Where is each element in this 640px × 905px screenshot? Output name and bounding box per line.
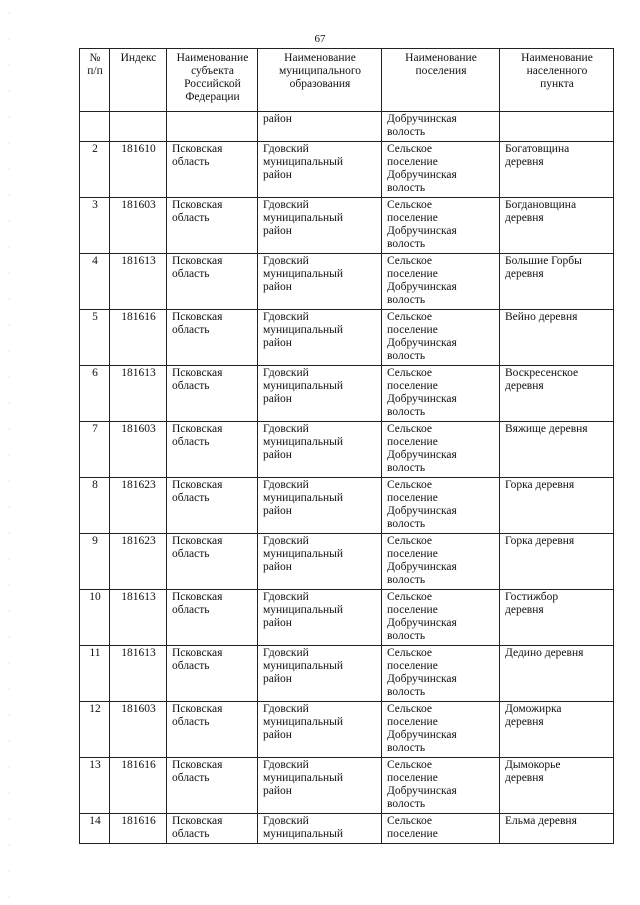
cell-municipal: Гдовский муниципальный район bbox=[258, 310, 382, 366]
cell-number: 6 bbox=[80, 366, 110, 422]
cell-number: 12 bbox=[80, 702, 110, 758]
cell-settlement: Сельское поселение Добручинская волость bbox=[382, 590, 500, 646]
cell-index: 181613 bbox=[110, 366, 167, 422]
cell-subject: Псковская область bbox=[167, 702, 258, 758]
header-subject: Наименование субъекта Российской Федерации bbox=[167, 49, 258, 112]
cell-municipal: Гдовский муниципальный район bbox=[258, 702, 382, 758]
cell-settlement: Сельское поселение Добручинская волость bbox=[382, 142, 500, 198]
cell-index: 181623 bbox=[110, 534, 167, 590]
table-header-row bbox=[80, 49, 614, 112]
table-row bbox=[80, 142, 614, 198]
cell-index: 181623 bbox=[110, 478, 167, 534]
cell-settlement: Добручинская волость bbox=[382, 112, 500, 142]
cell-index: 181613 bbox=[110, 254, 167, 310]
cell-settlement: Сельское поселение Добручинская волость bbox=[382, 478, 500, 534]
cell-locality bbox=[500, 112, 614, 142]
cell-locality: Большие Горбы деревня bbox=[500, 254, 614, 310]
cell-number: 3 bbox=[80, 198, 110, 254]
cell-municipal: Гдовский муниципальный район bbox=[258, 534, 382, 590]
table-row bbox=[80, 366, 614, 422]
cell-subject: Псковская область bbox=[167, 646, 258, 702]
cell-number: 5 bbox=[80, 310, 110, 366]
cell-number: 2 bbox=[80, 142, 110, 198]
cell-index: 181616 bbox=[110, 814, 167, 844]
cell-locality: Дедино деревня bbox=[500, 646, 614, 702]
cell-number: 4 bbox=[80, 254, 110, 310]
cell-settlement: Сельское поселение Добручинская волость bbox=[382, 310, 500, 366]
cell-municipal: Гдовский муниципальный район bbox=[258, 366, 382, 422]
cell-subject: Псковская область bbox=[167, 142, 258, 198]
cell-municipal: Гдовский муниципальный район bbox=[258, 590, 382, 646]
cell-municipal: Гдовский муниципальный район bbox=[258, 422, 382, 478]
cell-subject: Псковская область bbox=[167, 478, 258, 534]
table-row bbox=[80, 198, 614, 254]
table-row bbox=[80, 758, 614, 814]
cell-subject: Псковская область bbox=[167, 758, 258, 814]
header-number: № п/п bbox=[80, 49, 110, 112]
table-row bbox=[80, 422, 614, 478]
cell-settlement: Сельское поселение Добручинская волость bbox=[382, 366, 500, 422]
table-row bbox=[80, 814, 614, 844]
cell-index: 181613 bbox=[110, 646, 167, 702]
cell-index: 181603 bbox=[110, 422, 167, 478]
cell-index: 181613 bbox=[110, 590, 167, 646]
cell-subject bbox=[167, 112, 258, 142]
table-row bbox=[80, 310, 614, 366]
header-settlement: Наименование поселения bbox=[382, 49, 500, 112]
table-row bbox=[80, 534, 614, 590]
cell-municipal: Гдовский муниципальный район bbox=[258, 646, 382, 702]
cell-locality: Горка деревня bbox=[500, 534, 614, 590]
cell-locality: Вейно деревня bbox=[500, 310, 614, 366]
cell-number: 7 bbox=[80, 422, 110, 478]
cell-subject: Псковская область bbox=[167, 310, 258, 366]
cell-subject: Псковская область bbox=[167, 366, 258, 422]
cell-number: 9 bbox=[80, 534, 110, 590]
cell-settlement: Сельское поселение Добручинская волость bbox=[382, 758, 500, 814]
cell-number: 8 bbox=[80, 478, 110, 534]
cell-index: 181616 bbox=[110, 758, 167, 814]
cell-settlement: Сельское поселение Добручинская волость bbox=[382, 646, 500, 702]
cell-settlement: Сельское поселение bbox=[382, 814, 500, 844]
cell-number: 14 bbox=[80, 814, 110, 844]
cell-municipal: район bbox=[258, 112, 382, 142]
table-row bbox=[80, 590, 614, 646]
cell-municipal: Гдовский муниципальный район bbox=[258, 198, 382, 254]
cell-number: 10 bbox=[80, 590, 110, 646]
table-row bbox=[80, 254, 614, 310]
cell-locality: Богдановщина деревня bbox=[500, 198, 614, 254]
cell-subject: Псковская область bbox=[167, 534, 258, 590]
settlements-table bbox=[79, 48, 614, 844]
cell-index bbox=[110, 112, 167, 142]
cell-settlement: Сельское поселение Добручинская волость bbox=[382, 534, 500, 590]
cell-subject: Псковская область bbox=[167, 422, 258, 478]
cell-locality: Доможирка деревня bbox=[500, 702, 614, 758]
cell-municipal: Гдовский муниципальный район bbox=[258, 254, 382, 310]
cell-number bbox=[80, 112, 110, 142]
cell-subject: Псковская область bbox=[167, 254, 258, 310]
cell-settlement: Сельское поселение Добручинская волость bbox=[382, 702, 500, 758]
cell-locality: Воскресенское деревня bbox=[500, 366, 614, 422]
cell-index: 181610 bbox=[110, 142, 167, 198]
cell-subject: Псковская область bbox=[167, 590, 258, 646]
page-number: 67 bbox=[314, 33, 326, 45]
table-row bbox=[80, 646, 614, 702]
cell-locality: Ельма деревня bbox=[500, 814, 614, 844]
header-locality: Наименование населенного пункта bbox=[500, 49, 614, 112]
cell-municipal: Гдовский муниципальный район bbox=[258, 142, 382, 198]
scan-margin-dots bbox=[8, 0, 10, 905]
cell-settlement: Сельское поселение Добручинская волость bbox=[382, 198, 500, 254]
cell-number: 13 bbox=[80, 758, 110, 814]
cell-subject: Псковская область bbox=[167, 198, 258, 254]
cell-index: 181603 bbox=[110, 702, 167, 758]
cell-settlement: Сельское поселение Добручинская волость bbox=[382, 422, 500, 478]
table-row bbox=[80, 478, 614, 534]
cell-locality: Горка деревня bbox=[500, 478, 614, 534]
cell-index: 181616 bbox=[110, 310, 167, 366]
header-index: Индекс bbox=[110, 49, 167, 112]
cell-municipal: Гдовский муниципальный bbox=[258, 814, 382, 844]
cell-index: 181603 bbox=[110, 198, 167, 254]
cell-municipal: Гдовский муниципальный район bbox=[258, 478, 382, 534]
table-row bbox=[80, 702, 614, 758]
cell-locality: Богатовщина деревня bbox=[500, 142, 614, 198]
cell-settlement: Сельское поселение Добручинская волость bbox=[382, 254, 500, 310]
cell-locality: Дымокорье деревня bbox=[500, 758, 614, 814]
header-municipal: Наименование муниципального образования bbox=[258, 49, 382, 112]
cell-subject: Псковская область bbox=[167, 814, 258, 844]
cell-locality: Гостижбор деревня bbox=[500, 590, 614, 646]
cell-municipal: Гдовский муниципальный район bbox=[258, 758, 382, 814]
table-row-continuation bbox=[80, 112, 614, 142]
cell-number: 11 bbox=[80, 646, 110, 702]
cell-locality: Вяжище деревня bbox=[500, 422, 614, 478]
